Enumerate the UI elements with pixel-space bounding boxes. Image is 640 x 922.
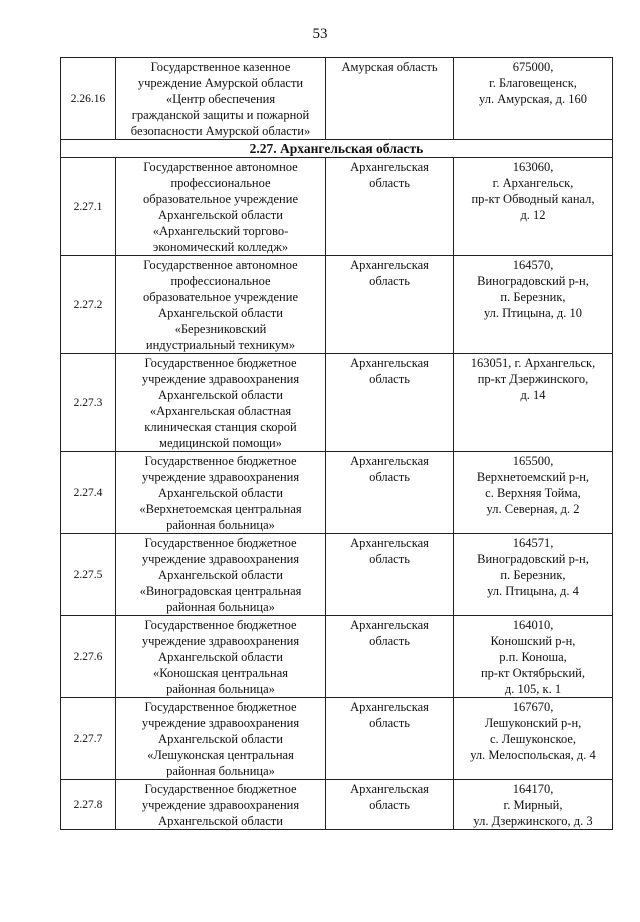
- address-line: 164010,: [512, 618, 554, 632]
- name-line: Государственное бюджетное: [144, 782, 297, 796]
- name-line: Архангельской области: [158, 388, 283, 402]
- organization-name: [116, 256, 326, 354]
- address-line: д. 12: [520, 208, 546, 222]
- organization-name: [116, 354, 326, 452]
- name-line: Государственное бюджетное: [144, 356, 297, 370]
- address-line: 165500,: [512, 454, 554, 468]
- region-line: Архангельская: [350, 454, 429, 468]
- table-row: [61, 534, 613, 616]
- address-line: ул. Дзержинского, д. 3: [473, 814, 593, 828]
- name-line: безопасности Амурской области»: [130, 124, 311, 138]
- address-line: с. Верхняя Тойма,: [485, 486, 581, 500]
- region-line: Архангельская: [350, 160, 429, 174]
- name-line: учреждение здравоохранения: [141, 798, 300, 812]
- name-line: Архангельской области: [158, 650, 283, 664]
- name-line: учреждение здравоохранения: [141, 552, 300, 566]
- organizations-table: [60, 57, 613, 830]
- table-row: [61, 616, 613, 698]
- table-row: [61, 452, 613, 534]
- organization-name: [116, 158, 326, 256]
- name-line: «Березниковский: [174, 322, 267, 336]
- organization-name: [116, 534, 326, 616]
- name-line: Архангельской области: [158, 568, 283, 582]
- name-line: Архангельской области: [158, 732, 283, 746]
- region-cell: [326, 780, 454, 830]
- address-cell: [454, 534, 613, 616]
- address-line: Лешуконский р-н,: [484, 716, 582, 730]
- name-line: Государственное бюджетное: [144, 700, 297, 714]
- address-line: 164571,: [512, 536, 554, 550]
- region-cell: [326, 452, 454, 534]
- address-line: 163051, г. Архангельск,: [470, 356, 596, 370]
- address-line: 675000,: [512, 60, 554, 74]
- address-line: 164570,: [512, 258, 554, 272]
- name-line: «Виноградовская центральная: [139, 584, 302, 598]
- address-cell: [454, 616, 613, 698]
- name-line: профессиональное: [170, 274, 271, 288]
- address-cell: [454, 58, 613, 140]
- table-row: [61, 354, 613, 452]
- region-line: область: [369, 274, 410, 288]
- name-line: учреждение здравоохранения: [141, 716, 300, 730]
- region-line: область: [369, 176, 410, 190]
- region-cell: [326, 158, 454, 256]
- region-line: Архангельская: [350, 618, 429, 632]
- organization-name: [116, 698, 326, 780]
- name-line: Архангельской области: [158, 208, 283, 222]
- name-line: медицинской помощи»: [159, 436, 282, 450]
- address-line: 164170,: [512, 782, 554, 796]
- region-line: область: [369, 634, 410, 648]
- name-line: «Архангельская областная: [149, 404, 292, 418]
- address-line: ул. Амурская, д. 160: [479, 92, 587, 106]
- address-cell: [454, 158, 613, 256]
- region-cell: [326, 616, 454, 698]
- address-line: пр-кт Октябрьский,: [480, 666, 586, 680]
- address-line: г. Архангельск,: [492, 176, 574, 190]
- name-line: экономический колледж»: [152, 240, 289, 254]
- name-line: Государственное бюджетное: [144, 454, 297, 468]
- region-line: область: [369, 552, 410, 566]
- name-line: клиническая станция скорой: [144, 420, 297, 434]
- address-line: д. 14: [520, 388, 546, 402]
- address-line: д. 105, к. 1: [504, 682, 562, 696]
- name-line: образовательное учреждение: [142, 192, 298, 206]
- name-line: Архангельской области: [158, 306, 283, 320]
- region-cell: [326, 698, 454, 780]
- address-line: ул. Птицына, д. 10: [483, 306, 583, 320]
- page-number: 53: [312, 26, 328, 42]
- table-row: [61, 58, 613, 140]
- address-line: 163060,: [512, 160, 554, 174]
- table-row: [61, 698, 613, 780]
- region-line: область: [369, 470, 410, 484]
- address-cell: [454, 256, 613, 354]
- region-line: область: [369, 716, 410, 730]
- name-line: Архангельской области: [158, 486, 283, 500]
- region-line: Архангельская: [350, 536, 429, 550]
- name-line: Государственное бюджетное: [144, 536, 297, 550]
- name-line: Государственное бюджетное: [144, 618, 297, 632]
- address-line: г. Мирный,: [503, 798, 563, 812]
- address-line: п. Березник,: [500, 290, 566, 304]
- name-line: индустриальный техникум»: [145, 338, 296, 352]
- address-line: ул. Мелоспольская, д. 4: [470, 748, 596, 762]
- row-number: 2.27.3: [61, 354, 116, 452]
- name-line: гражданской защиты и пожарной: [131, 108, 310, 122]
- name-line: районная больница»: [166, 764, 275, 778]
- name-line: профессиональное: [170, 176, 271, 190]
- address-line: пр-кт Обводный канал,: [471, 192, 595, 206]
- name-line: Государственное казенное: [150, 60, 291, 74]
- row-number: 2.27.2: [61, 256, 116, 354]
- section-title: 2.27. Архангельская область: [61, 140, 613, 158]
- name-line: Архангельской области: [158, 814, 283, 828]
- name-line: учреждение Амурской области: [137, 76, 304, 90]
- name-line: «Центр обеспечения: [165, 92, 276, 106]
- name-line: «Архангельский торгово-: [152, 224, 289, 238]
- name-line: районная больница»: [166, 682, 275, 696]
- address-line: ул. Птицына, д. 4: [487, 584, 579, 598]
- table-body: [61, 58, 613, 830]
- region-line: Амурская область: [341, 60, 438, 74]
- name-line: учреждение здравоохранения: [141, 470, 300, 484]
- region-cell: [326, 58, 454, 140]
- organization-name: [116, 58, 326, 140]
- row-number: 2.27.6: [61, 616, 116, 698]
- row-number: 2.27.1: [61, 158, 116, 256]
- row-number: 2.27.8: [61, 780, 116, 830]
- name-line: Государственное автономное: [143, 258, 298, 272]
- region-cell: [326, 354, 454, 452]
- name-line: «Лешуконская центральная: [147, 748, 294, 762]
- table-row: [61, 780, 613, 830]
- name-line: районная больница»: [166, 600, 275, 614]
- region-line: область: [369, 798, 410, 812]
- address-cell: [454, 698, 613, 780]
- address-line: Верхнетоемский р-н,: [476, 470, 590, 484]
- table-row: [61, 158, 613, 256]
- row-number: 2.27.7: [61, 698, 116, 780]
- address-cell: [454, 780, 613, 830]
- region-line: Архангельская: [350, 356, 429, 370]
- address-cell: [454, 452, 613, 534]
- address-line: р.п. Коноша,: [499, 650, 567, 664]
- table-row: [61, 256, 613, 354]
- name-line: «Верхнетоемская центральная: [139, 502, 302, 516]
- region-cell: [326, 256, 454, 354]
- address-line: Коношский р-н,: [490, 634, 576, 648]
- address-line: Виноградовский р-н,: [477, 274, 589, 288]
- region-line: Архангельская: [350, 700, 429, 714]
- region-line: Архангельская: [350, 258, 429, 272]
- region-line: Архангельская: [350, 782, 429, 796]
- address-line: пр-кт Дзержинского,: [477, 372, 589, 386]
- organization-name: [116, 616, 326, 698]
- name-line: образовательное учреждение: [142, 290, 298, 304]
- region-cell: [326, 534, 454, 616]
- name-line: учреждение здравоохранения: [141, 634, 300, 648]
- address-cell: [454, 354, 613, 452]
- section-header-row: [61, 140, 613, 158]
- organization-name: [116, 780, 326, 830]
- address-line: 167670,: [512, 700, 554, 714]
- row-number: 2.26.16: [61, 58, 116, 140]
- address-line: с. Лешуконское,: [489, 732, 577, 746]
- row-number: 2.27.5: [61, 534, 116, 616]
- name-line: Государственное автономное: [143, 160, 298, 174]
- region-line: область: [369, 372, 410, 386]
- address-line: г. Благовещенск,: [489, 76, 577, 90]
- address-line: Виноградовский р-н,: [477, 552, 589, 566]
- name-line: учреждение здравоохранения: [141, 372, 300, 386]
- address-line: п. Березник,: [500, 568, 566, 582]
- name-line: «Коношская центральная: [152, 666, 288, 680]
- organization-name: [116, 452, 326, 534]
- name-line: районная больница»: [166, 518, 275, 532]
- row-number: 2.27.4: [61, 452, 116, 534]
- address-line: ул. Северная, д. 2: [486, 502, 580, 516]
